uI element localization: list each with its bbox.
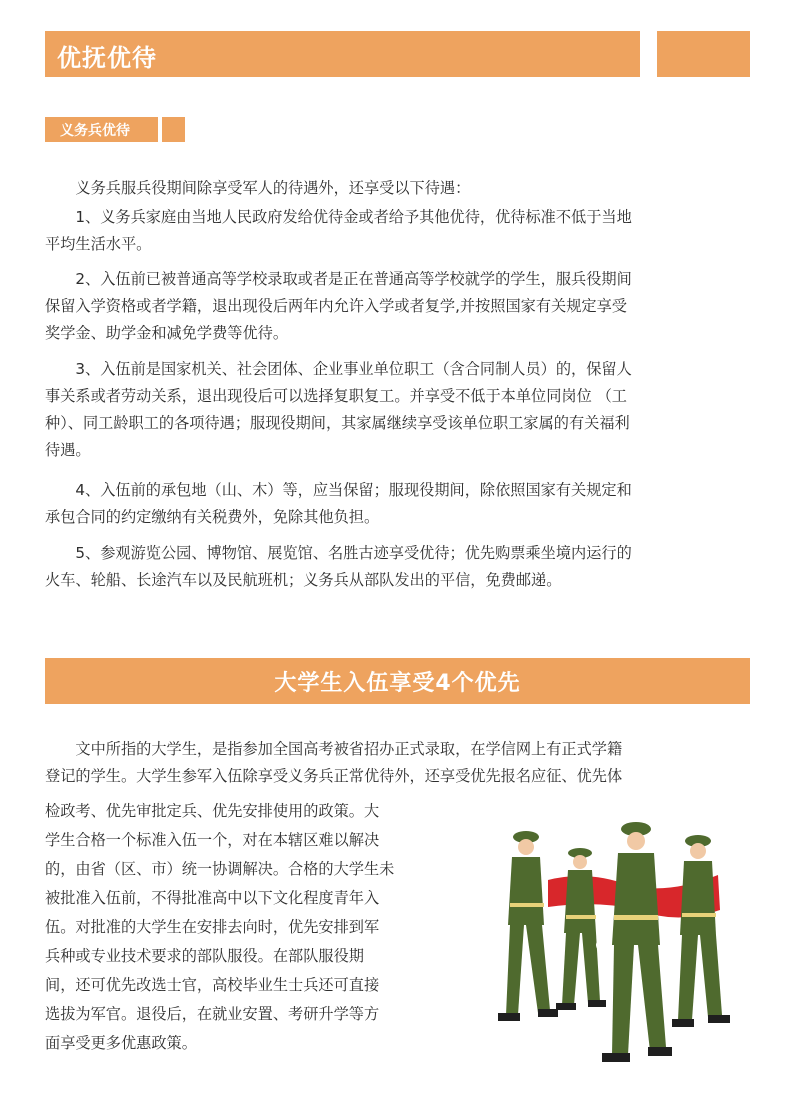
section1-intro: 义务兵服兵役期间除享受军人的待遇外，还享受以下待遇：: [75, 179, 471, 197]
section2-header-bar: [45, 658, 750, 704]
section2-paragraph-side: 检政考、优先审批定兵、优先安排使用的政策。大 学生合格一个标准入伍一个，对在本辖区难以解决 的，由省（区、市）统一协调解决。合格的大学生未 被批准入伍前，不得批准高中以下文化程度青年入 伍。对批准的大学生在安排去向时，优先安排到军 兵种或专业技术要求的部队服役。在部队服役期 间，还可优先改选士官，高校毕业生士兵还可直接 选拔为军官。退役后，在就业安置、考研升学等方 面享受更多优惠政策。: [45, 802, 395, 1052]
header-bar: [45, 31, 640, 77]
section2-paragraph-top: 文中所指的大学生，是指参加全国高考被省招办正式录取，在学信网上有正式学籍 登记的学生。大学生参军入伍除享受义务兵正常优待外，还享受优先报名应征、优先体: [45, 740, 623, 785]
section-tab-decor: [162, 117, 185, 142]
section2-title: 大学生入伍享受4个优先: [274, 670, 521, 696]
section-tab: [45, 117, 158, 142]
header-decor-block: [657, 31, 750, 77]
benefit-item-2: 2、入伍前已被普通高等学校录取或者是正在普通高等学校就学的学生，服兵役期间 保留入学资格或者学籍，退出现役后两年内允许入学或者复学,并按照国家有关规定享受 奖学金、助学金和减免学费等优待。: [45, 270, 632, 342]
section-tab-label: 义务兵优待: [60, 123, 130, 139]
page-title: 优抚优待: [57, 44, 157, 72]
benefit-item-3: 3、入伍前是国家机关、社会团体、企业事业单位职工（含合同制人员）的，保留人 事关系或者劳动关系，退出现役后可以选择复职复工。并享受不低于本单位同岗位 （工 种）、同工龄职工的各项待遇；服现役期间，其家属继续享受该单位职工家属的有关福利 待遇。: [45, 360, 632, 459]
benefit-item-4: 4、入伍前的承包地（山、木）等，应当保留；服现役期间，除依照国家有关规定和 承包合同的约定缴纳有关税费外，免除其他负担。: [45, 481, 632, 526]
benefit-item-1: 1、义务兵家庭由当地人民政府发给优待金或者给予其他优待，优待标准不低于当地 平均生活水平。: [45, 208, 632, 253]
marching-soldiers-icon: [488, 815, 738, 1085]
benefit-item-5: 5、参观游览公园、博物馆、展览馆、名胜古迹享受优待；优先购票乘坐境内运行的 火车、轮船、长途汽车以及民航班机；义务兵从部队发出的平信，免费邮递。: [45, 544, 632, 589]
